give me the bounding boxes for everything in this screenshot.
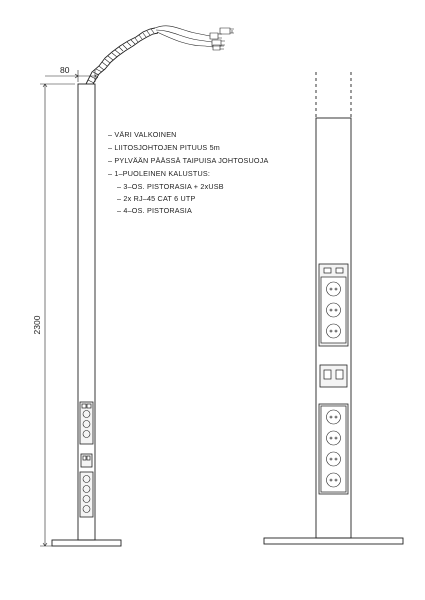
height-dimension-label: 2300 <box>32 315 42 335</box>
conduit-ridges <box>88 29 154 83</box>
note-socket-4: – 4–OS. PISTORASIA <box>117 206 192 215</box>
base-plate <box>52 540 121 546</box>
notes-block <box>108 130 268 215</box>
flexible-conduit <box>86 28 158 84</box>
width-dimension-label: 80 <box>60 65 70 75</box>
right-pole-view <box>264 72 403 544</box>
plug-icon-4 <box>220 28 234 34</box>
left-socket-panel-4 <box>80 472 93 517</box>
right-socket-panel-4 <box>319 404 348 494</box>
power-cables <box>155 26 213 47</box>
note-cable-length: – LIITOSJOHTOJEN PITUUS 5m <box>108 143 220 152</box>
left-pole-view <box>32 26 234 546</box>
left-rj45-panel <box>81 454 92 467</box>
width-dimension-line <box>45 70 98 82</box>
usb-port-2 <box>336 268 343 273</box>
note-socket-usb: – 3–OS. PISTORASIA + 2xUSB <box>117 182 224 191</box>
right-base-plate <box>264 538 403 544</box>
left-socket-panel-3 <box>80 402 93 444</box>
right-socket-panel-3 <box>319 264 348 346</box>
note-equipment: – 1–PUOLEINEN KALUSTUS: <box>108 169 211 178</box>
usb-port <box>324 268 331 273</box>
right-rj45-panel <box>320 365 347 387</box>
note-rj45: – 2x RJ–45 CAT 6 UTP <box>117 194 196 203</box>
note-color: – VÄRI VALKOINEN <box>108 130 177 139</box>
rj45-port-2 <box>336 370 343 379</box>
height-dimension-line <box>40 84 75 546</box>
note-conduit: – PYLVÄÄN PÄÄSSÄ TAIPUISA JOHTOSUOJA <box>108 156 269 165</box>
rj45-port <box>324 370 331 379</box>
